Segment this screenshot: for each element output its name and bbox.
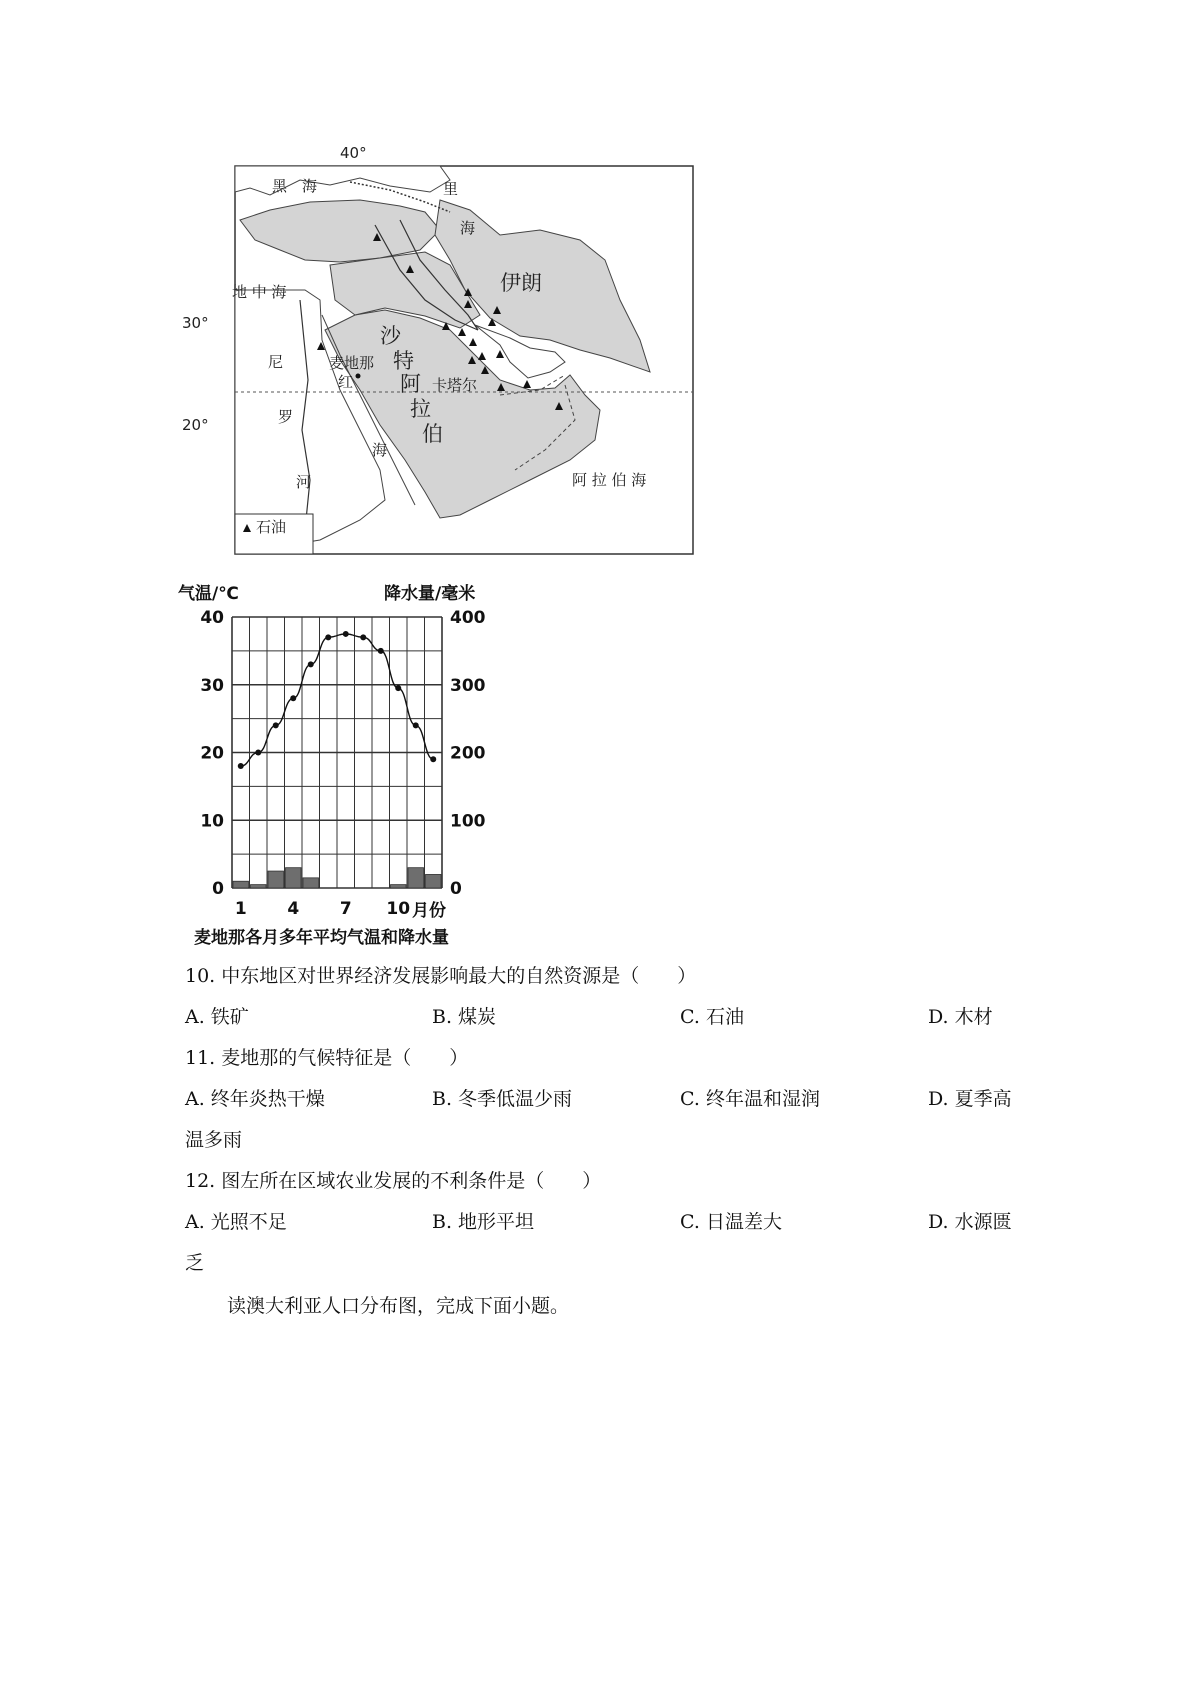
question-12-option-d[interactable]: D. 水源匮 — [928, 1211, 1012, 1233]
chart-temp-point — [238, 763, 244, 769]
label-saudi-3: 阿 — [400, 372, 421, 396]
label-qatar: 卡塔尔 — [432, 376, 478, 394]
label-iran: 伊朗 — [500, 271, 542, 295]
chart-right-axis-label: 降水量/毫米 — [384, 584, 476, 604]
chart-left-tick-label: 30 — [200, 675, 224, 696]
map-lon-label: 40° — [340, 144, 367, 162]
chart-right-tick-label: 300 — [450, 675, 486, 696]
question-10-option-c[interactable]: C. 石油 — [680, 1006, 744, 1028]
label-saudi-5: 伯 — [422, 422, 443, 446]
chart-x-tick-label: 4 — [287, 899, 300, 919]
question-10-option-b[interactable]: B. 煤炭 — [432, 1006, 497, 1028]
label-caspian-hai: 海 — [460, 219, 476, 237]
label-saudi-1: 沙 — [380, 324, 401, 348]
label-nile-3: 河 — [296, 473, 312, 491]
chart-temp-point — [360, 634, 366, 640]
question-10-stem: 10. 中东地区对世界经济发展影响最大的自然资源是（ ） — [185, 965, 697, 987]
chart-x-tick-label: 1 — [234, 899, 247, 919]
question-11-option-b[interactable]: B. 冬季低温少雨 — [432, 1088, 573, 1110]
middle-east-map — [182, 140, 700, 560]
map-lat-label-30: 30° — [182, 314, 209, 332]
label-caspian-li: 里 — [443, 180, 459, 198]
chart-x-tick-label: 7 — [339, 899, 352, 919]
chart-precip-bar — [426, 874, 442, 888]
chart-left-axis-label: 气温/℃ — [178, 584, 239, 604]
chart-precip-bar — [303, 878, 319, 888]
chart-temp-point — [430, 756, 436, 762]
question-12-option-a[interactable]: A. 光照不足 — [185, 1211, 287, 1233]
chart-x-unit-label: 月份 — [412, 901, 446, 921]
map-lat-label-20: 20° — [182, 416, 209, 434]
label-nile-1: 尼 — [268, 353, 284, 371]
label-arabian-sea: 阿 拉 伯 海 — [572, 471, 647, 489]
chart-precip-bar — [286, 868, 302, 888]
label-mediterranean: 地 中 海 — [232, 283, 287, 301]
question-12-option-d-continuation: 乏 — [185, 1252, 205, 1274]
label-black-sea: 黑 海 — [272, 177, 318, 195]
question-12-option-b[interactable]: B. 地形平坦 — [432, 1211, 535, 1233]
label-red-sea-2: 海 — [372, 441, 388, 459]
chart-temp-point — [273, 722, 279, 728]
question-12-stem: 12. 图左所在区域农业发展的不利条件是（ ） — [185, 1170, 602, 1192]
label-saudi-2: 特 — [393, 349, 414, 373]
chart-precip-bar — [391, 885, 407, 888]
chart-temp-point — [343, 631, 349, 637]
map-legend-label: 石油 — [256, 518, 287, 536]
question-11-stem: 11. 麦地那的气候特征是（ ） — [185, 1047, 469, 1069]
chart-temp-point — [290, 695, 296, 701]
question-12-option-c[interactable]: C. 日温差大 — [680, 1211, 782, 1233]
chart-title: 麦地那各月多年平均气温和降水量 — [194, 928, 449, 948]
chart-x-tick-label: 10 — [386, 899, 411, 919]
chart-temp-point — [413, 722, 419, 728]
chart-precip-bar — [251, 885, 267, 888]
question-11-option-d-continuation: 温多雨 — [185, 1129, 243, 1151]
chart-temp-point — [395, 685, 401, 691]
chart-temp-point — [325, 634, 331, 640]
chart-right-tick-label: 0 — [450, 879, 462, 899]
chart-temp-point — [255, 750, 261, 756]
label-saudi-4: 拉 — [410, 397, 431, 421]
chart-right-tick-label: 200 — [450, 743, 486, 764]
medina-dot — [356, 374, 361, 379]
question-11-option-d[interactable]: D. 夏季高 — [928, 1088, 1012, 1110]
climate-chart — [170, 575, 510, 955]
chart-left-tick-label: 10 — [200, 811, 224, 832]
chart-grid — [232, 617, 442, 888]
intro-text: 读澳大利亚人口分布图，完成下面小题。 — [227, 1295, 570, 1317]
chart-precip-bar — [408, 868, 424, 888]
label-nile-2: 罗 — [278, 408, 294, 426]
chart-precip-bar — [268, 871, 284, 888]
chart-temp-point — [308, 661, 314, 667]
chart-right-tick-label: 400 — [450, 608, 486, 628]
chart-tick-labels — [200, 608, 485, 919]
chart-right-tick-label: 100 — [450, 811, 486, 832]
chart-temp-point — [378, 648, 384, 654]
label-medina: 麦地那 — [329, 354, 375, 372]
question-11-option-a[interactable]: A. 终年炎热干燥 — [185, 1088, 325, 1110]
label-red-sea-1: 红 — [338, 373, 354, 391]
chart-left-tick-label: 20 — [200, 743, 224, 764]
question-10-option-a[interactable]: A. 铁矿 — [185, 1006, 249, 1028]
question-11-option-c[interactable]: C. 终年温和湿润 — [680, 1088, 820, 1110]
question-10-option-d[interactable]: D. 木材 — [928, 1006, 993, 1028]
chart-left-tick-label: 40 — [200, 608, 224, 628]
chart-left-tick-label: 0 — [212, 879, 224, 899]
chart-precip-bar — [233, 881, 249, 888]
